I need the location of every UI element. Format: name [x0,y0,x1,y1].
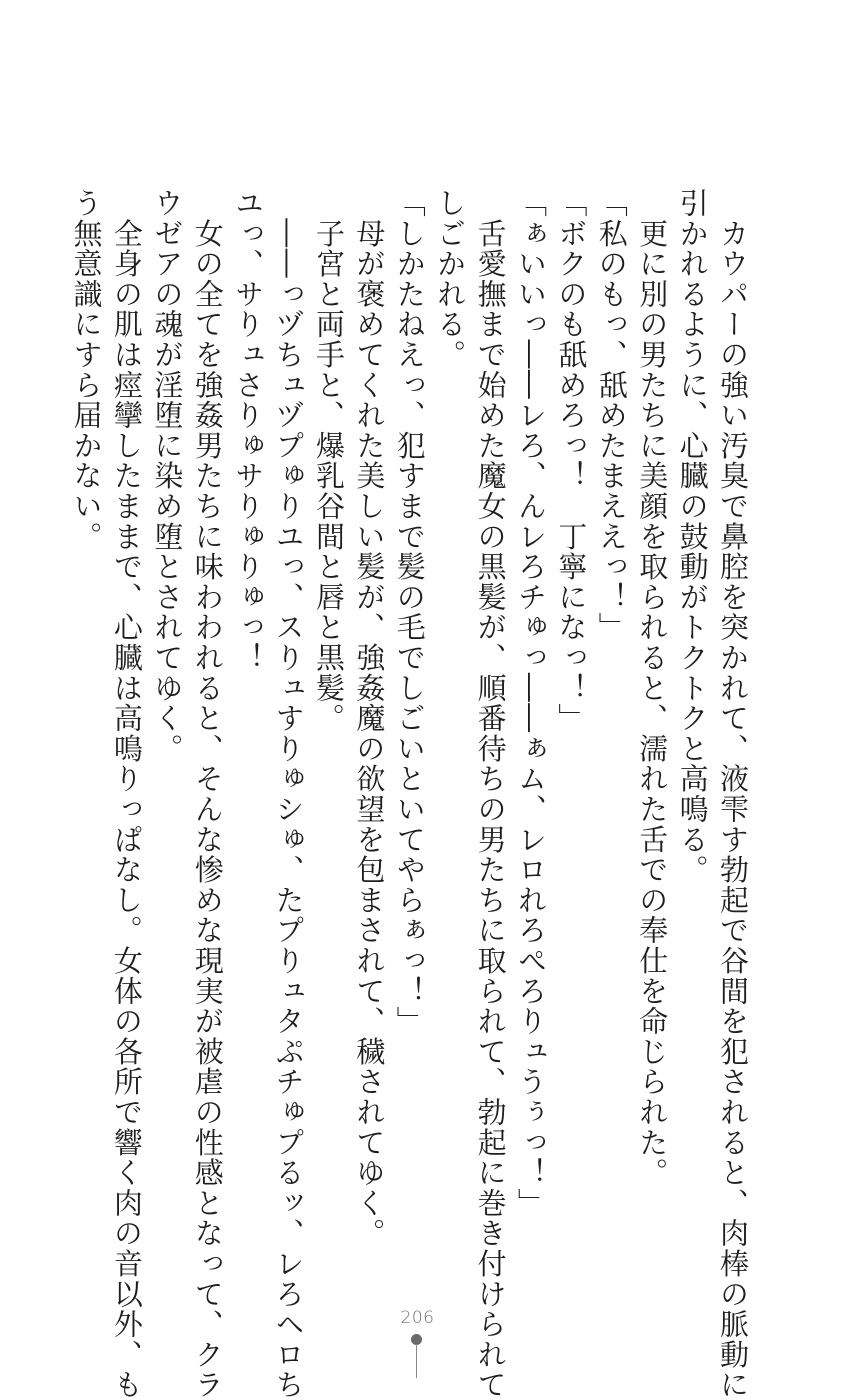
text-line: ウゼアの魂が淫堕に染め堕とされてゆく。 [150,188,185,764]
page-number: 206 [400,1308,435,1328]
page-marker-line [416,1344,417,1378]
text-line: 女の全てを強姦男たちに味わわれると、そんな惨めな現実が被虐の性感となって、クラ [190,188,225,1400]
text-line: う無意識にすら届かない。 [69,188,104,552]
text-line: 更に別の男たちに美顔を取られると、濡れた舌での奉仕を命じられた。 [635,188,670,1188]
text-line: しごかれる。 [433,188,468,370]
text-line: ユっ、サりュさりゅサりゅりゅっ！ [231,188,266,673]
text-line: ――っヅちュヅプゅりユっ、スりュすりゅシゅ、たプりュタぷチゅプるッ、レろヘロち [271,188,306,1400]
text-line: 「私のもっ、舐めたまええっ！」 [594,188,629,643]
text-line: 「ぁいいっ――レろ、んレろチゅっ――ぁム、レロれろぺろりュうぅっ！」 [513,188,548,1219]
text-line: カウパーの強い汚臭で鼻腔を突かれて、液雫す勃起で谷間を犯されると、肉棒の脈動に [716,188,750,1400]
text-line: 「しかたねえっ、犯すまで髪の毛でしごいといてやらぁっ！」 [392,188,427,1037]
text-line: 舌愛撫まで始めた魔女の黒髪が、順番待ちの男たちに取られて、勃起に巻き付けられて [473,188,508,1400]
text-line: 引かれるように、心臓の鼓動がトクトクと高鳴る。 [675,188,710,885]
text-line: 全身の肌は痙攣したままで、心臓は高鳴りっぱなし。女体の各所で響く肉の音以外、も [109,188,144,1400]
text-line: 母が褒めてくれた美しい髪が、強姦魔の欲望を包まされて、穢されてゆく。 [352,188,387,1249]
text-line: 「ボクのも舐めろっ！ 丁寧になっ！」 [554,188,589,734]
text-line: 子宮と両手と、爆乳谷間と唇と黒髪。 [311,188,346,734]
